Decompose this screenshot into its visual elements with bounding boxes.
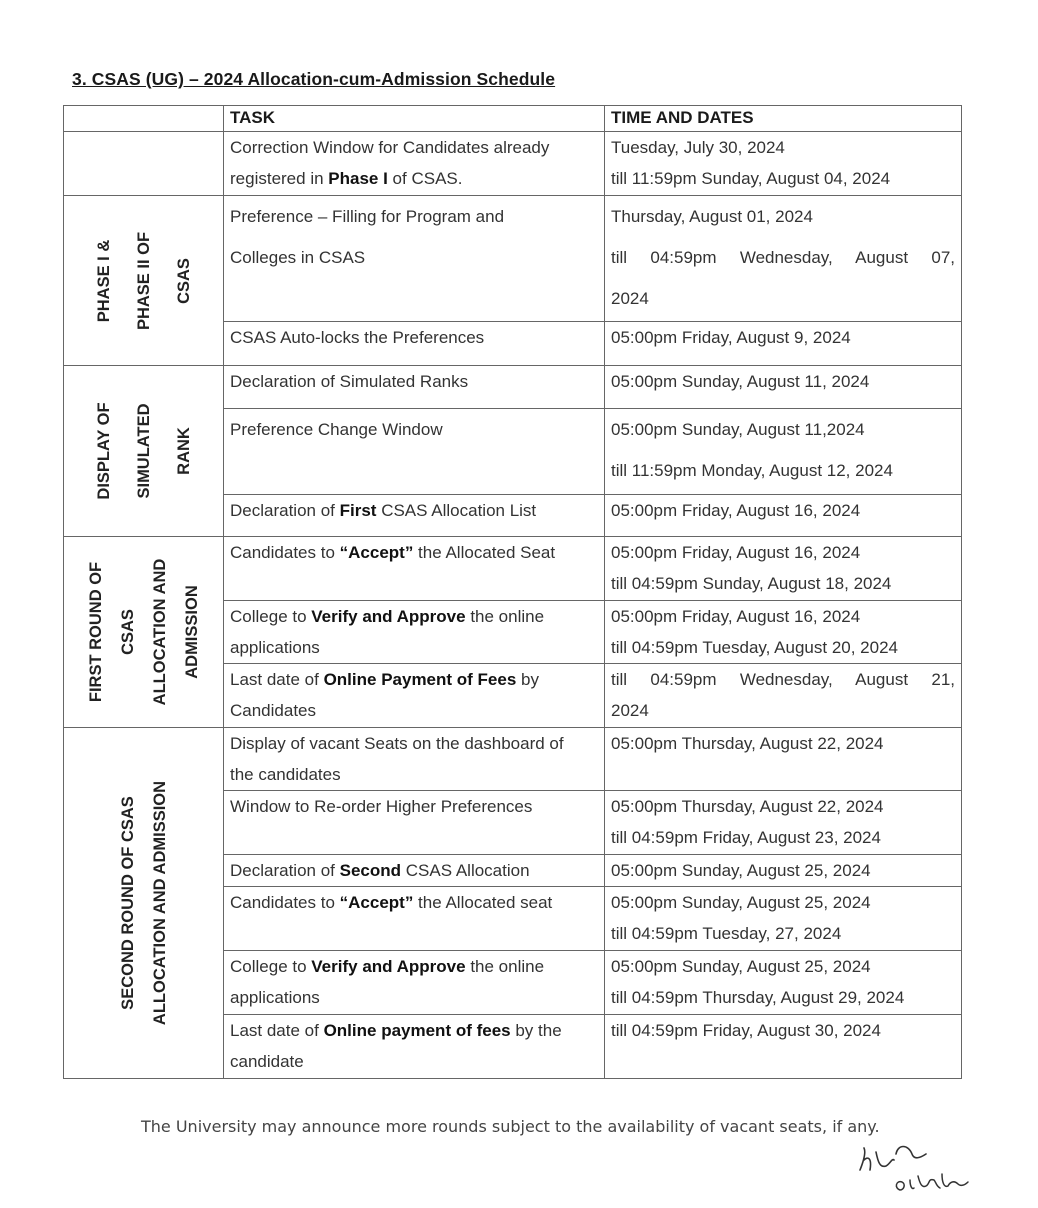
phase-cell-1: [64, 196, 224, 366]
task-cell: College to Verify and Approve the online applications: [224, 600, 605, 664]
header-blank-cell: [64, 106, 224, 132]
task-cell: Window to Re-order Higher Preferences: [224, 791, 605, 854]
section-heading: 3. CSAS (UG) – 2024 Allocation-cum-Admission Schedule: [72, 69, 556, 89]
time-cell: 05:00pm Sunday, August 25, 2024 till 04:59pm Tuesday, 27, 2024: [605, 886, 962, 950]
table-header-row: [64, 106, 962, 132]
table-row: [64, 196, 962, 322]
task-cell: Display of vacant Seats on the dashboard of the candidates: [224, 728, 605, 791]
task-cell: Preference Change Window: [224, 409, 605, 495]
phase-cell-2: [64, 366, 224, 537]
task-cell: Declaration of Second CSAS Allocation: [224, 854, 605, 886]
signature: [850, 1130, 980, 1200]
time-cell: 05:00pm Friday, August 9, 2024: [605, 322, 962, 366]
time-cell: till 04:59pm Friday, August 30, 2024: [605, 1014, 962, 1078]
schedule-table: [63, 105, 962, 1079]
phase-label: DISPLAY OF SIMULATED RANK: [94, 402, 193, 500]
time-cell: till 04:59pm Wednesday, August 21, 2024: [605, 664, 962, 728]
time-cell: 05:00pm Sunday, August 11,2024 till 11:59pm Monday, August 12, 2024: [605, 409, 962, 495]
time-cell: 05:00pm Thursday, August 22, 2024: [605, 728, 962, 791]
time-cell: 05:00pm Friday, August 16, 2024 till 04:59pm Sunday, August 18, 2024: [605, 537, 962, 601]
time-cell: Tuesday, July 30, 2024 till 11:59pm Sunday, August 04, 2024: [605, 132, 962, 196]
time-cell: 05:00pm Friday, August 16, 2024 till 04:59pm Tuesday, August 20, 2024: [605, 600, 962, 664]
table-row: [64, 728, 962, 791]
phase-label: SECOND ROUND OF CSAS ALLOCATION AND ADMISSION: [118, 780, 169, 1026]
time-cell: 05:00pm Friday, August 16, 2024: [605, 494, 962, 536]
task-cell: Declaration of First CSAS Allocation List: [224, 494, 605, 536]
footer-note: The University may announce more rounds subject to the availability of vacant seats, if any.: [141, 1117, 880, 1136]
task-cell: Declaration of Simulated Ranks: [224, 366, 605, 409]
task-cell: Candidates to “Accept” the Allocated seat: [224, 886, 605, 950]
table-row: [64, 537, 962, 601]
table-row: [64, 366, 962, 409]
phase-cell-3: [64, 537, 224, 728]
header-time: TIME AND DATES: [605, 106, 962, 132]
time-cell: 05:00pm Sunday, August 25, 2024 till 04:59pm Thursday, August 29, 2024: [605, 951, 962, 1014]
task-cell: Candidates to “Accept” the Allocated Seat: [224, 537, 605, 601]
task-cell: Last date of Online Payment of Fees by Candidates: [224, 664, 605, 728]
phase-label: PHASE I & PHASE II OF CSAS: [94, 231, 193, 330]
phase-blank-cell: [64, 132, 224, 196]
task-cell: Preference – Filling for Program and Colleges in CSAS: [224, 196, 605, 322]
phase-cell-4: [64, 728, 224, 1079]
task-cell: Last date of Online payment of fees by the candidate: [224, 1014, 605, 1078]
time-cell: 05:00pm Sunday, August 25, 2024: [605, 854, 962, 886]
table-row: [64, 132, 962, 196]
time-cell: 05:00pm Sunday, August 11, 2024: [605, 366, 962, 409]
task-cell: CSAS Auto-locks the Preferences: [224, 322, 605, 366]
time-cell: Thursday, August 01, 2024 till 04:59pm Wednesday, August 07, 2024: [605, 196, 962, 322]
task-cell: Correction Window for Candidates already registered in Phase I of CSAS.: [224, 132, 605, 196]
time-cell: 05:00pm Thursday, August 22, 2024 till 04:59pm Friday, August 23, 2024: [605, 791, 962, 854]
header-task: TASK: [224, 106, 605, 132]
phase-label: FIRST ROUND OF CSAS ALLOCATION AND ADMISSION: [86, 558, 201, 706]
task-cell: College to Verify and Approve the online applications: [224, 951, 605, 1014]
